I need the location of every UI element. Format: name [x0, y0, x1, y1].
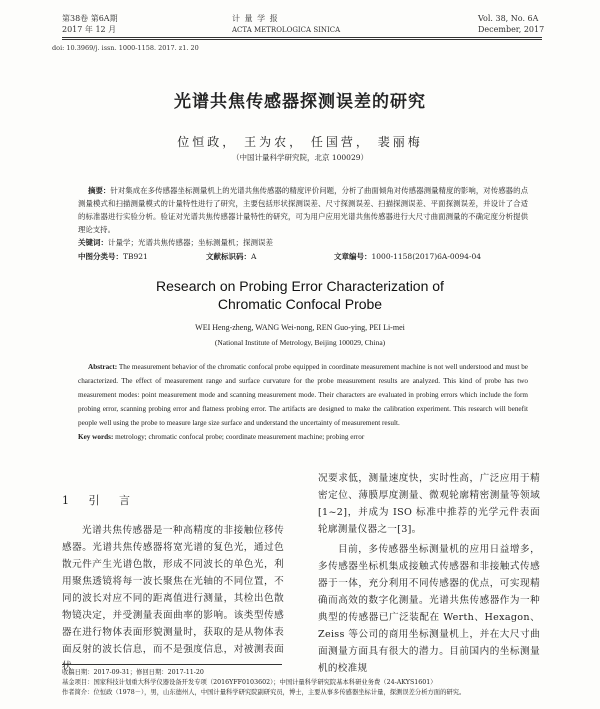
header-rule-2 — [62, 39, 542, 40]
abstract-en-text: The measurement behavior of the chromatic confocal probe equipped in coordinate measurement machine is not well understood and must be characterized. The effect of measurement range and surface curvature for the probe measurement results are analyzed. This kind of probe has two measurement modes: point measurement mode and scanning measurement mode. Their characters are evaluated in probing errors which include the form probing error, scanning probing error and flatness probing error. The artifacts are designed to make the calibration experiment. This research will benefit people well using the probe to measure large size surface and understand the uncertainty of measurement result. — [78, 363, 528, 427]
body-column-left: 光谱共焦传感器是一种高精度的非接触位移传感器。光谱共焦传感器将宽光谱的复色光，通过色散元件产生光谱色散，形成不同波长的单色光，利用聚焦透镜将每一波长聚焦在光轴的不同位置，不同的波长对应不同的距离值进行测量，其检出色散物镜决定，并受测量表面曲率的影响。该类型传感器在进行物体表面形貌测量时，获取的是从物体表面反射的波长信息，而不是强度信息，对被测表面状 — [62, 525, 284, 672]
title-en-line-1: Research on Probing Error Characterization of — [156, 278, 444, 294]
document-code — [206, 251, 256, 263]
footnote-fund: 基金项目：国家科技计划重大科学仪器设备开发专项（2016YFF0103602）；中国计量科学研究院基本科研业务费（24-AKYS1601） — [62, 679, 437, 686]
clc-label: 中图分类号： — [78, 252, 123, 261]
code-value: A — [251, 252, 257, 261]
footnote-rule — [62, 664, 282, 665]
article-number — [334, 251, 481, 263]
doi: doi: 10.3969/j. issn. 1000-1158. 2017. z1. 20 — [52, 44, 199, 52]
keywords-en-text: metrology; chromatic confocal probe; coordinate measurement machine; probing error — [115, 433, 365, 441]
abstract-cn — [78, 184, 528, 236]
authors-cn: 位恒政， 王为农， 任国营， 裴丽梅 — [177, 135, 423, 149]
keywords-cn — [78, 237, 273, 249]
body-column-right-para-2: 目前，多传感器坐标测量机的应用日益增多，多传感器坐标机集成接触式传感器和非接触式传感器于一体，充分利用不同传感器的优点，可实现精确而高效的数字化测量。光谱共焦传感器作为一种典型的传感器已广泛装配在 Werth、Hexagon、Zeiss 等公司的商用坐标测量机上，并在大尺寸曲面测量方面具有很大的潜力。目前国内的坐标测量机的校准规 — [318, 544, 540, 674]
clc-value: TB921 — [123, 252, 148, 261]
header-rule — [62, 37, 542, 38]
volume-cn: 第38卷 第6A期 — [62, 14, 118, 23]
affiliation-cn: （中国计量科学研究院，北京 100029） — [231, 153, 368, 162]
authors-en: WEI Heng-zheng, WANG Wei-nong, REN Guo-ying, PEI Li-mei — [195, 323, 405, 332]
article-label: 文章编号： — [334, 252, 372, 261]
section-heading-introduction: 1 引 言 — [62, 494, 138, 507]
keywords-cn-label: 关键词： — [78, 238, 108, 247]
article-value: 1000-1158(2017)6A-0094-04 — [371, 252, 482, 261]
title-cn: 光谱共焦传感器探测误差的研究 — [174, 92, 426, 112]
abstract-en — [78, 360, 528, 444]
code-label: 文献标识码： — [206, 252, 251, 261]
clc-number — [78, 251, 148, 263]
footnote-received: 收稿日期：2017-09-31；修回日期：2017-11-20 — [62, 669, 204, 676]
keywords-en-label: Key words: — [78, 433, 114, 441]
footnote-author: 作者简介：位恒政（1978－），男，山东德州人，中国计量科学研究院副研究员，博士，主要从事多传感器坐标计量，探测误差分析方面的研究。 — [62, 689, 466, 696]
affiliation-en: (National Institute of Metrology, Beijing 100029, China) — [214, 338, 386, 347]
date-cn: 2017 年 12 月 — [62, 25, 117, 34]
title-en-line-2: Chromatic Confocal Probe — [217, 296, 383, 312]
volume-en: Vol. 38, No. 6A — [478, 14, 539, 23]
body-column-right-para-1: 况要求低，测量速度快，实时性高，广泛应用于精密定位、薄膜厚度测量、微观轮廓精密测量等领域[1~2]，并成为 ISO 标准中推荐的光学元件表面轮廓测量仪器之一[3]。 — [318, 473, 540, 535]
abstract-en-label: Abstract: — [88, 363, 118, 371]
footnote — [62, 668, 542, 698]
keywords-cn-text: 计量学；光谱共焦传感器；坐标测量机；探测误差 — [108, 238, 273, 247]
journal-title-en: ACTA METROLOGICA SINICA — [232, 26, 341, 34]
abstract-cn-text: 针对集成在多传感器坐标测量机上的光谱共焦传感器的精度评价问题，分析了曲面倾角对传感器测量精度的影响，对传感器的点测量模式和扫描测量模式的计量特性进行了研究，主要包括形状探测误差、尺寸探测误差、扫描探测误差、平面探测误差，并设计了合适的标准器进行实验分析。验证对光谱共焦传感器计量特性的研究，可为用户应用光谱共焦传感器进行大尺寸曲面测量的不确定度分析提供理论支持。 — [78, 186, 528, 234]
abstract-cn-label: 摘要： — [88, 186, 111, 195]
journal-title-cn: 计 量 学 报 — [232, 14, 279, 23]
date-en: December, 2017 — [478, 25, 545, 34]
